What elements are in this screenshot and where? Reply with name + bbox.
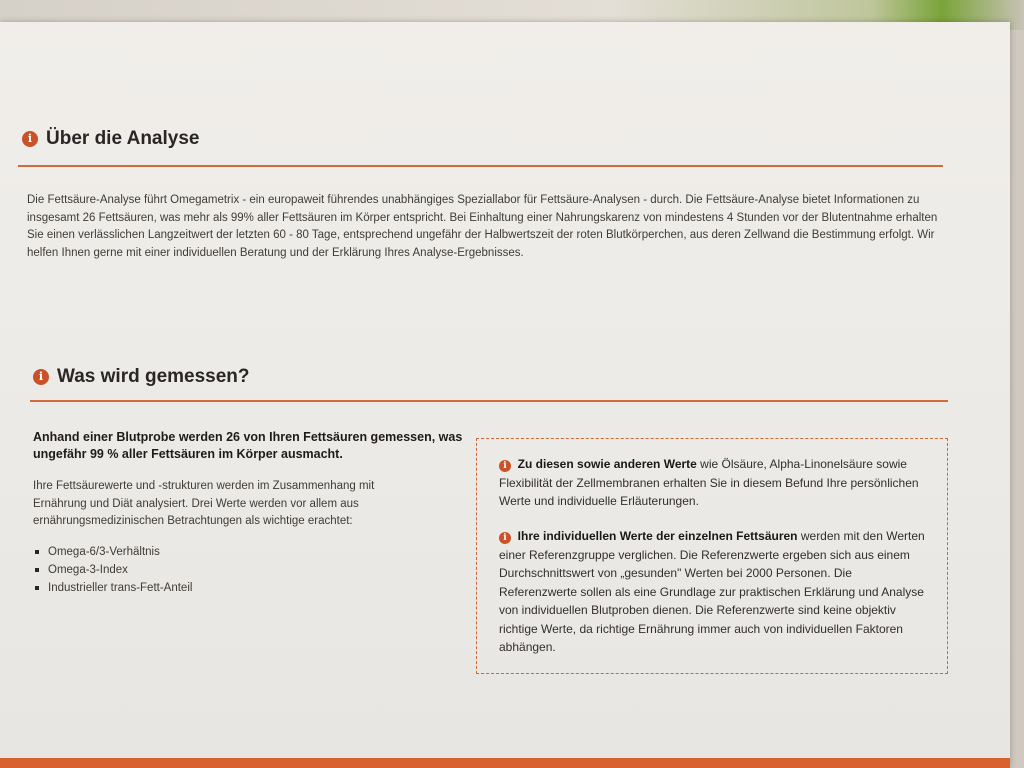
section-header-gemessen (33, 366, 250, 388)
info-icon: i (499, 532, 511, 544)
callout-bold-text: Zu diesen sowie anderen Werte (517, 457, 697, 471)
callout-paragraph-1 (499, 455, 929, 511)
intro-text: Ihre Fettsäurewerte und -strukturen werden im Zusammenhang mit Ernährung und Diät analysiert. Drei Werte werden vor allem aus ernährungsmedizinischen Betrachtungen als wichtige erachtet: (33, 480, 375, 527)
section-header-analyse (22, 128, 199, 150)
document-page (0, 22, 1010, 768)
callout-bold-text: Ihre individuellen Werte der einzelnen Fettsäuren (517, 529, 798, 543)
footer-accent-bar (0, 758, 1010, 768)
list-item: Omega-6/3-Verhältnis (33, 543, 333, 561)
key-values-list (33, 543, 333, 597)
section-divider (18, 165, 943, 167)
list-item: Industrieller trans-Fett-Anteil (33, 579, 333, 597)
info-callout-box (476, 438, 948, 674)
info-icon: i (33, 369, 49, 385)
section-divider (30, 400, 948, 402)
info-icon: i (22, 131, 38, 147)
section-title: Was wird gemessen? (57, 366, 250, 387)
list-item: Omega-3-Index (33, 561, 333, 579)
callout-text: werden mit den Werten einer Referenzgruppe verglichen. Die Referenzwerte ergeben sich aus einem Durchschnittswert von „gesunden" Werten bei 2000 Personen. Die Referenzwerte sollen als eine Grundlage zur praktischen Erklärung und Analyse von individuellen Blutproben dienen. Die Referenzwerte sind keine objektiv richtige Werte, da richtige Ernährung immer auch von individuellen Faktoren abhängen. (499, 529, 925, 654)
info-icon: i (499, 460, 511, 472)
callout-text: wie Ölsäure, Alpha-Linonelsäure sowie Flexibilität der Zellmembranen erhalten Sie in diesem Befund Ihre persönlichen Werte und individuelle Erläuterungen. (499, 457, 919, 508)
lead-text: Anhand einer Blutprobe werden 26 von Ihren Fettsäuren gemessen, was ungefähr 99 % aller Fettsäuren im Körper ausmacht. (33, 430, 463, 461)
section-title: Über die Analyse (46, 128, 200, 149)
callout-paragraph-2 (499, 527, 929, 657)
section-body: Die Fettsäure-Analyse führt Omegametrix - ein europaweit führendes unabhängiges Speziallabor für Fettsäure-Analysen - durch. Die Fettsäure-Analyse bietet Informationen zu insgesamt 26 Fettsäuren, was mehr als 99% aller Fettsäuren im Körper entspricht. Bei Einhaltung einer Nahrungskarenz von mindestens 4 Stunden vor der Blutentnahme erhalten Sie einen verlässlichen Langzeitwert der letzten 60 - 80 Tage, entsprechend ungefähr der Halbwertszeit der roten Blutkörperchen, aus deren Zellwand die Bestimmung erfolgt. Wir helfen Ihnen gerne mit einer individuellen Beratung und der Erklärung Ihres Analyse-Ergebnisses. (27, 194, 938, 259)
